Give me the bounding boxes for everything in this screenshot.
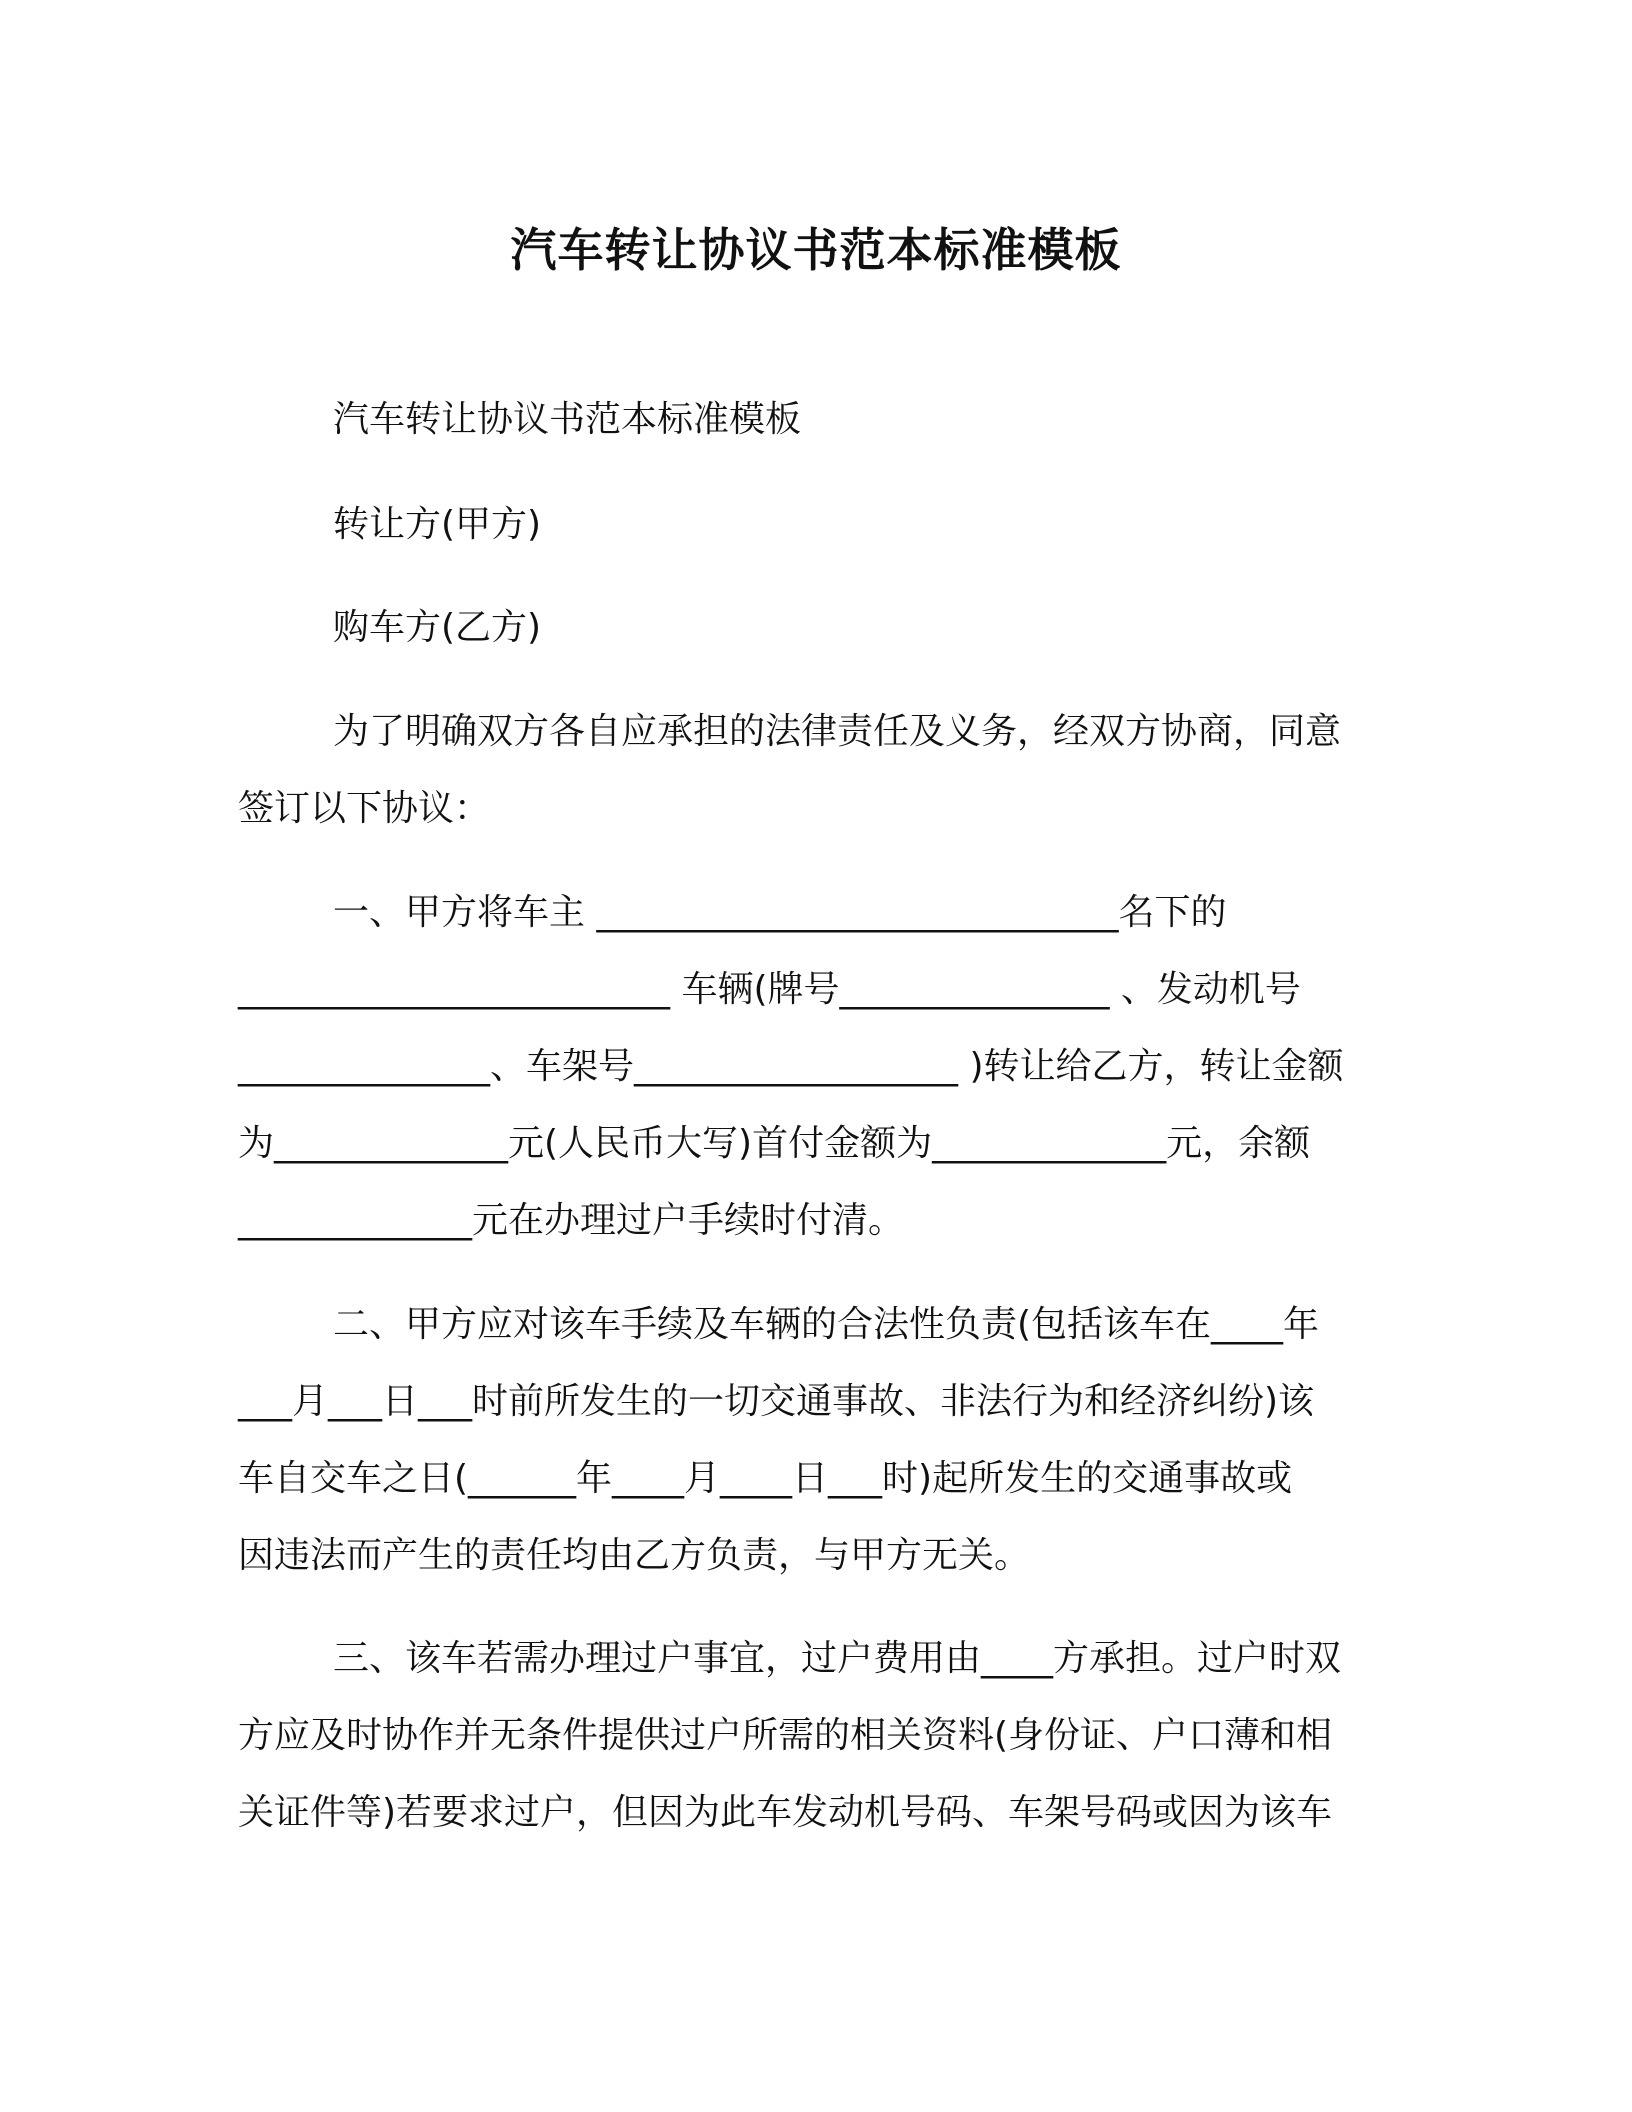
clause-3-line-3: 关证件等)若要求过户，但因为此车发动机号码、车架号码或因为该车 — [238, 1792, 1333, 1833]
clause-1-line-4: 为_____________元(人民币大写)首付金额为_____________元，余额 — [238, 1123, 1311, 1164]
clause-3-line-1: 三、该车若需办理过户事宜，过户费用由____方承担。过户时双 — [333, 1638, 1342, 1679]
party-a-line: 转让方(甲方) — [333, 504, 542, 545]
clause-3-line-2: 方应及时协作并无条件提供过户所需的相关资料(身份证、户口薄和相 — [238, 1715, 1333, 1756]
clause-2-line-2: ___月___日___时前所发生的一切交通事故、非法行为和经济纠纷)该 — [238, 1381, 1315, 1422]
clause-1-line-5: _____________元在办理过户手续时付清。 — [238, 1200, 905, 1241]
subtitle-line: 汽车转让协议书范本标准模板 — [333, 399, 802, 440]
clause-1-line-2: ________________________ 车辆(牌号_______________ 、发动机号 — [238, 969, 1301, 1010]
intro-line-2: 签订以下协议： — [238, 788, 491, 829]
clause-2-line-3: 车自交车之日(______年____月____日___时)起所发生的交通事故或 — [238, 1458, 1293, 1499]
party-b-line: 购车方(乙方) — [333, 607, 542, 648]
clause-1-line-3: ______________、车架号__________________ )转让给乙方，转让金额 — [238, 1046, 1344, 1087]
intro-line-1: 为了明确双方各自应承担的法律责任及义务，经双方协商，同意 — [333, 711, 1342, 752]
clause-1-line-1: 一、甲方将车主 _____________________________名下的 — [333, 892, 1227, 933]
document-title: 汽车转让协议书范本标准模板 — [510, 223, 1122, 277]
clause-2-line-4: 因违法而产生的责任均由乙方负责，与甲方无关。 — [238, 1535, 1031, 1576]
clause-2-line-1: 二、甲方应对该车手续及车辆的合法性负责(包括该车在____年 — [333, 1304, 1320, 1345]
